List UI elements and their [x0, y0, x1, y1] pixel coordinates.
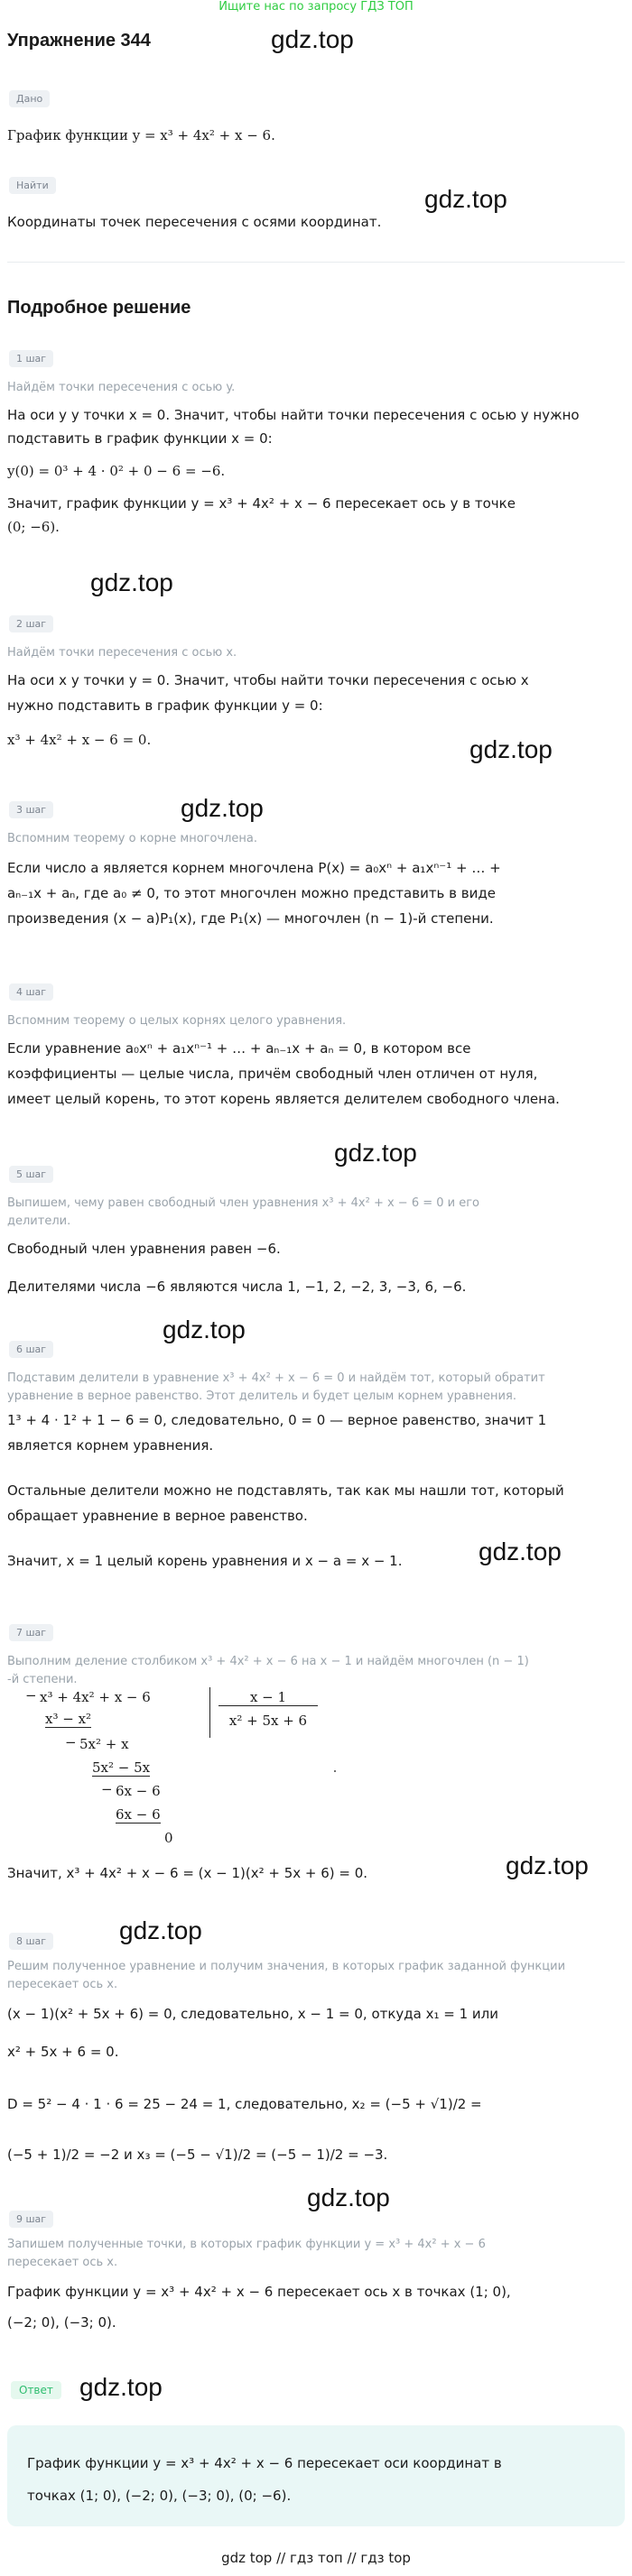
watermark: gdz.top	[334, 1139, 417, 1167]
step-line: произведения (x − a)P₁(x), где P₁(x) — многочлен (n − 1)-й степени.	[7, 910, 494, 927]
division-remainder: 0	[164, 1830, 173, 1846]
step-line: x² + 5x + 6 = 0.	[7, 2044, 119, 2060]
step-line: D = 5² − 4 · 1 · 6 = 25 − 24 = 1, следовательно, x₂ = (−5 + √1)/2 =	[7, 2096, 482, 2112]
given-text: График функции y = x³ + 4x² + x − 6.	[7, 127, 275, 143]
watermark: gdz.top	[424, 185, 507, 213]
step-line: подставить в график функции x = 0:	[7, 430, 273, 447]
step-badge: 2 шаг	[9, 615, 53, 632]
step-hint: Подставим делители в уравнение x³ + 4x² + x − 6 = 0 и найдём тот, который обратит	[7, 1371, 545, 1385]
step-badge: 8 шаг	[9, 1933, 53, 1950]
step-line: Значит, x = 1 целый корень уравнения и x − a = x − 1.	[7, 1553, 403, 1569]
step-hint: Решим полученное уравнение и получим значения, в которых график заданной функции	[7, 1960, 566, 1973]
step-hint: делители.	[7, 1214, 71, 1228]
step-line: На оси y у точки x = 0. Значит, чтобы найти точки пересечения с осью y нужно	[7, 407, 580, 423]
step-badge: 3 шаг	[9, 801, 53, 818]
step-hint: пересекает ось x.	[7, 1978, 118, 1991]
find-badge: Найти	[9, 177, 56, 194]
step-line: обращает уравнение в верное равенство.	[7, 1508, 308, 1524]
division-row: 6x − 6	[116, 1783, 161, 1799]
division-dividend: x³ + 4x² + x − 6	[40, 1689, 151, 1705]
step-line: На оси x у точки y = 0. Значит, чтобы найти точки пересечения с осью x	[7, 672, 529, 688]
step-hint: пересекает ось x.	[7, 2256, 118, 2269]
watermark: gdz.top	[469, 735, 553, 763]
step-line: Если число a является корнем многочлена P(x) = a₀xⁿ + a₁xⁿ⁻¹ + … +	[7, 860, 501, 876]
step-line: 1³ + 4 · 1² + 1 − 6 = 0, следовательно, 0 = 0 — верное равенство, значит 1	[7, 1412, 547, 1428]
step-badge: 5 шаг	[9, 1166, 53, 1183]
step-line: Делителями числа −6 являются числа 1, −1, 2, −2, 3, −3, 6, −6.	[7, 1279, 467, 1295]
step-line: Остальные делители можно не подставлять, так как мы нашли тот, который	[7, 1482, 564, 1499]
step-hint: уравнение в верное равенство. Этот делитель и будет целым корнем уравнения.	[7, 1390, 516, 1403]
division-quotient: x² + 5x + 6	[228, 1713, 308, 1729]
division-row: 5x² − 5x	[92, 1759, 151, 1776]
step-line: (x − 1)(x² + 5x + 6) = 0, следовательно, x − 1 = 0, откуда x₁ = 1 или	[7, 2006, 499, 2022]
watermark: gdz.top	[271, 25, 354, 53]
watermark: gdz.top	[163, 1316, 246, 1343]
answer-line: График функции y = x³ + 4x² + x − 6 пересекает оси координат в	[27, 2455, 502, 2471]
page-title: Упражнение 344	[7, 31, 151, 51]
step-hint: Найдём точки пересечения с осью y.	[7, 381, 236, 394]
step-badge: 9 шаг	[9, 2211, 53, 2228]
watermark: gdz.top	[79, 2373, 163, 2401]
step-badge: 7 шаг	[9, 1624, 53, 1641]
step-hint: Вспомним теорему о корне многочлена.	[7, 832, 258, 845]
step-hint: Выпишем, чему равен свободный член уравнения x³ + 4x² + x − 6 = 0 и его	[7, 1196, 480, 1210]
step-line: (−2; 0), (−3; 0).	[7, 2314, 116, 2331]
step-line: коэффициенты — целые числа, причём свободный член отличен от нуля,	[7, 1066, 538, 1082]
step-line: Если уравнение a₀xⁿ + a₁xⁿ⁻¹ + … + aₙ₋₁x + aₙ = 0, в котором все	[7, 1040, 471, 1057]
minus-sign: −	[65, 1734, 77, 1750]
step-line: является корнем уравнения.	[7, 1437, 214, 1454]
division-row: 5x² + x	[79, 1736, 129, 1752]
answer-box	[7, 2425, 625, 2526]
solution-title: Подробное решение	[7, 298, 191, 318]
footer-links[interactable]: gdz top // гдз топ // гдз top	[221, 2550, 411, 2566]
step-hint: Найдём точки пересечения с осью x.	[7, 646, 237, 660]
step-line: y(0) = 0³ + 4 · 0² + 0 − 6 = −6.	[7, 463, 226, 479]
given-badge: Дано	[9, 90, 50, 107]
step-badge: 4 шаг	[9, 983, 53, 1001]
top-banner: Ищите нас по запросу ГДЗ ТОП	[218, 0, 414, 14]
step-line: aₙ₋₁x + aₙ, где a₀ ≠ 0, то этот многочлен можно представить в виде	[7, 885, 496, 901]
step-hint: Вспомним теорему о целых корнях целого уравнения.	[7, 1014, 347, 1028]
division-bar	[209, 1687, 210, 1738]
step-badge: 6 шаг	[9, 1341, 53, 1358]
minus-sign: −	[101, 1781, 113, 1797]
step-hint: Выполним деление столбиком x³ + 4x² + x − 6 на x − 1 и найдём многочлен (n − 1)	[7, 1655, 529, 1668]
division-row: 6x − 6	[116, 1806, 161, 1823]
step-line: нужно подставить в график функции y = 0:	[7, 697, 323, 714]
step-line: x³ + 4x² + x − 6 = 0.	[7, 732, 152, 748]
watermark: gdz.top	[307, 2184, 390, 2211]
find-text: Координаты точек пересечения с осями координат.	[7, 214, 382, 230]
divider	[7, 262, 625, 263]
step-badge: 1 шаг	[9, 350, 53, 367]
step-line: Значит, x³ + 4x² + x − 6 = (x − 1)(x² + 5x + 6) = 0.	[7, 1865, 368, 1881]
watermark: gdz.top	[119, 1916, 202, 1944]
step-line: Свободный член уравнения равен −6.	[7, 1241, 281, 1257]
step-hint: Запишем полученные точки, в которых график функции y = x³ + 4x² + x − 6	[7, 2238, 486, 2251]
step-line: (0; −6).	[7, 519, 60, 535]
step-line: Значит, график функции y = x³ + 4x² + x − 6 пересекает ось y в точке	[7, 495, 516, 512]
answer-line: точках (1; 0), (−2; 0), (−3; 0), (0; −6).	[27, 2488, 292, 2504]
answer-badge: Ответ	[11, 2381, 61, 2399]
step-line: имеет целый корень, то этот корень является делителем свободного члена.	[7, 1091, 560, 1107]
step-hint: -й степени.	[7, 1673, 78, 1686]
watermark: gdz.top	[181, 794, 264, 822]
division-row: x³ − x²	[45, 1711, 92, 1727]
step-line: (−5 + 1)/2 = −2 и x₃ = (−5 − √1)/2 = (−5 − 1)/2 = −3.	[7, 2147, 388, 2163]
step-line: График функции y = x³ + 4x² + x − 6 пересекает ось x в точках (1; 0),	[7, 2284, 511, 2300]
watermark: gdz.top	[479, 1537, 562, 1565]
watermark: gdz.top	[90, 568, 173, 596]
dot	[334, 1770, 336, 1772]
watermark: gdz.top	[506, 1851, 589, 1879]
division-divisor: x − 1	[218, 1689, 318, 1706]
minus-sign: −	[25, 1687, 37, 1703]
